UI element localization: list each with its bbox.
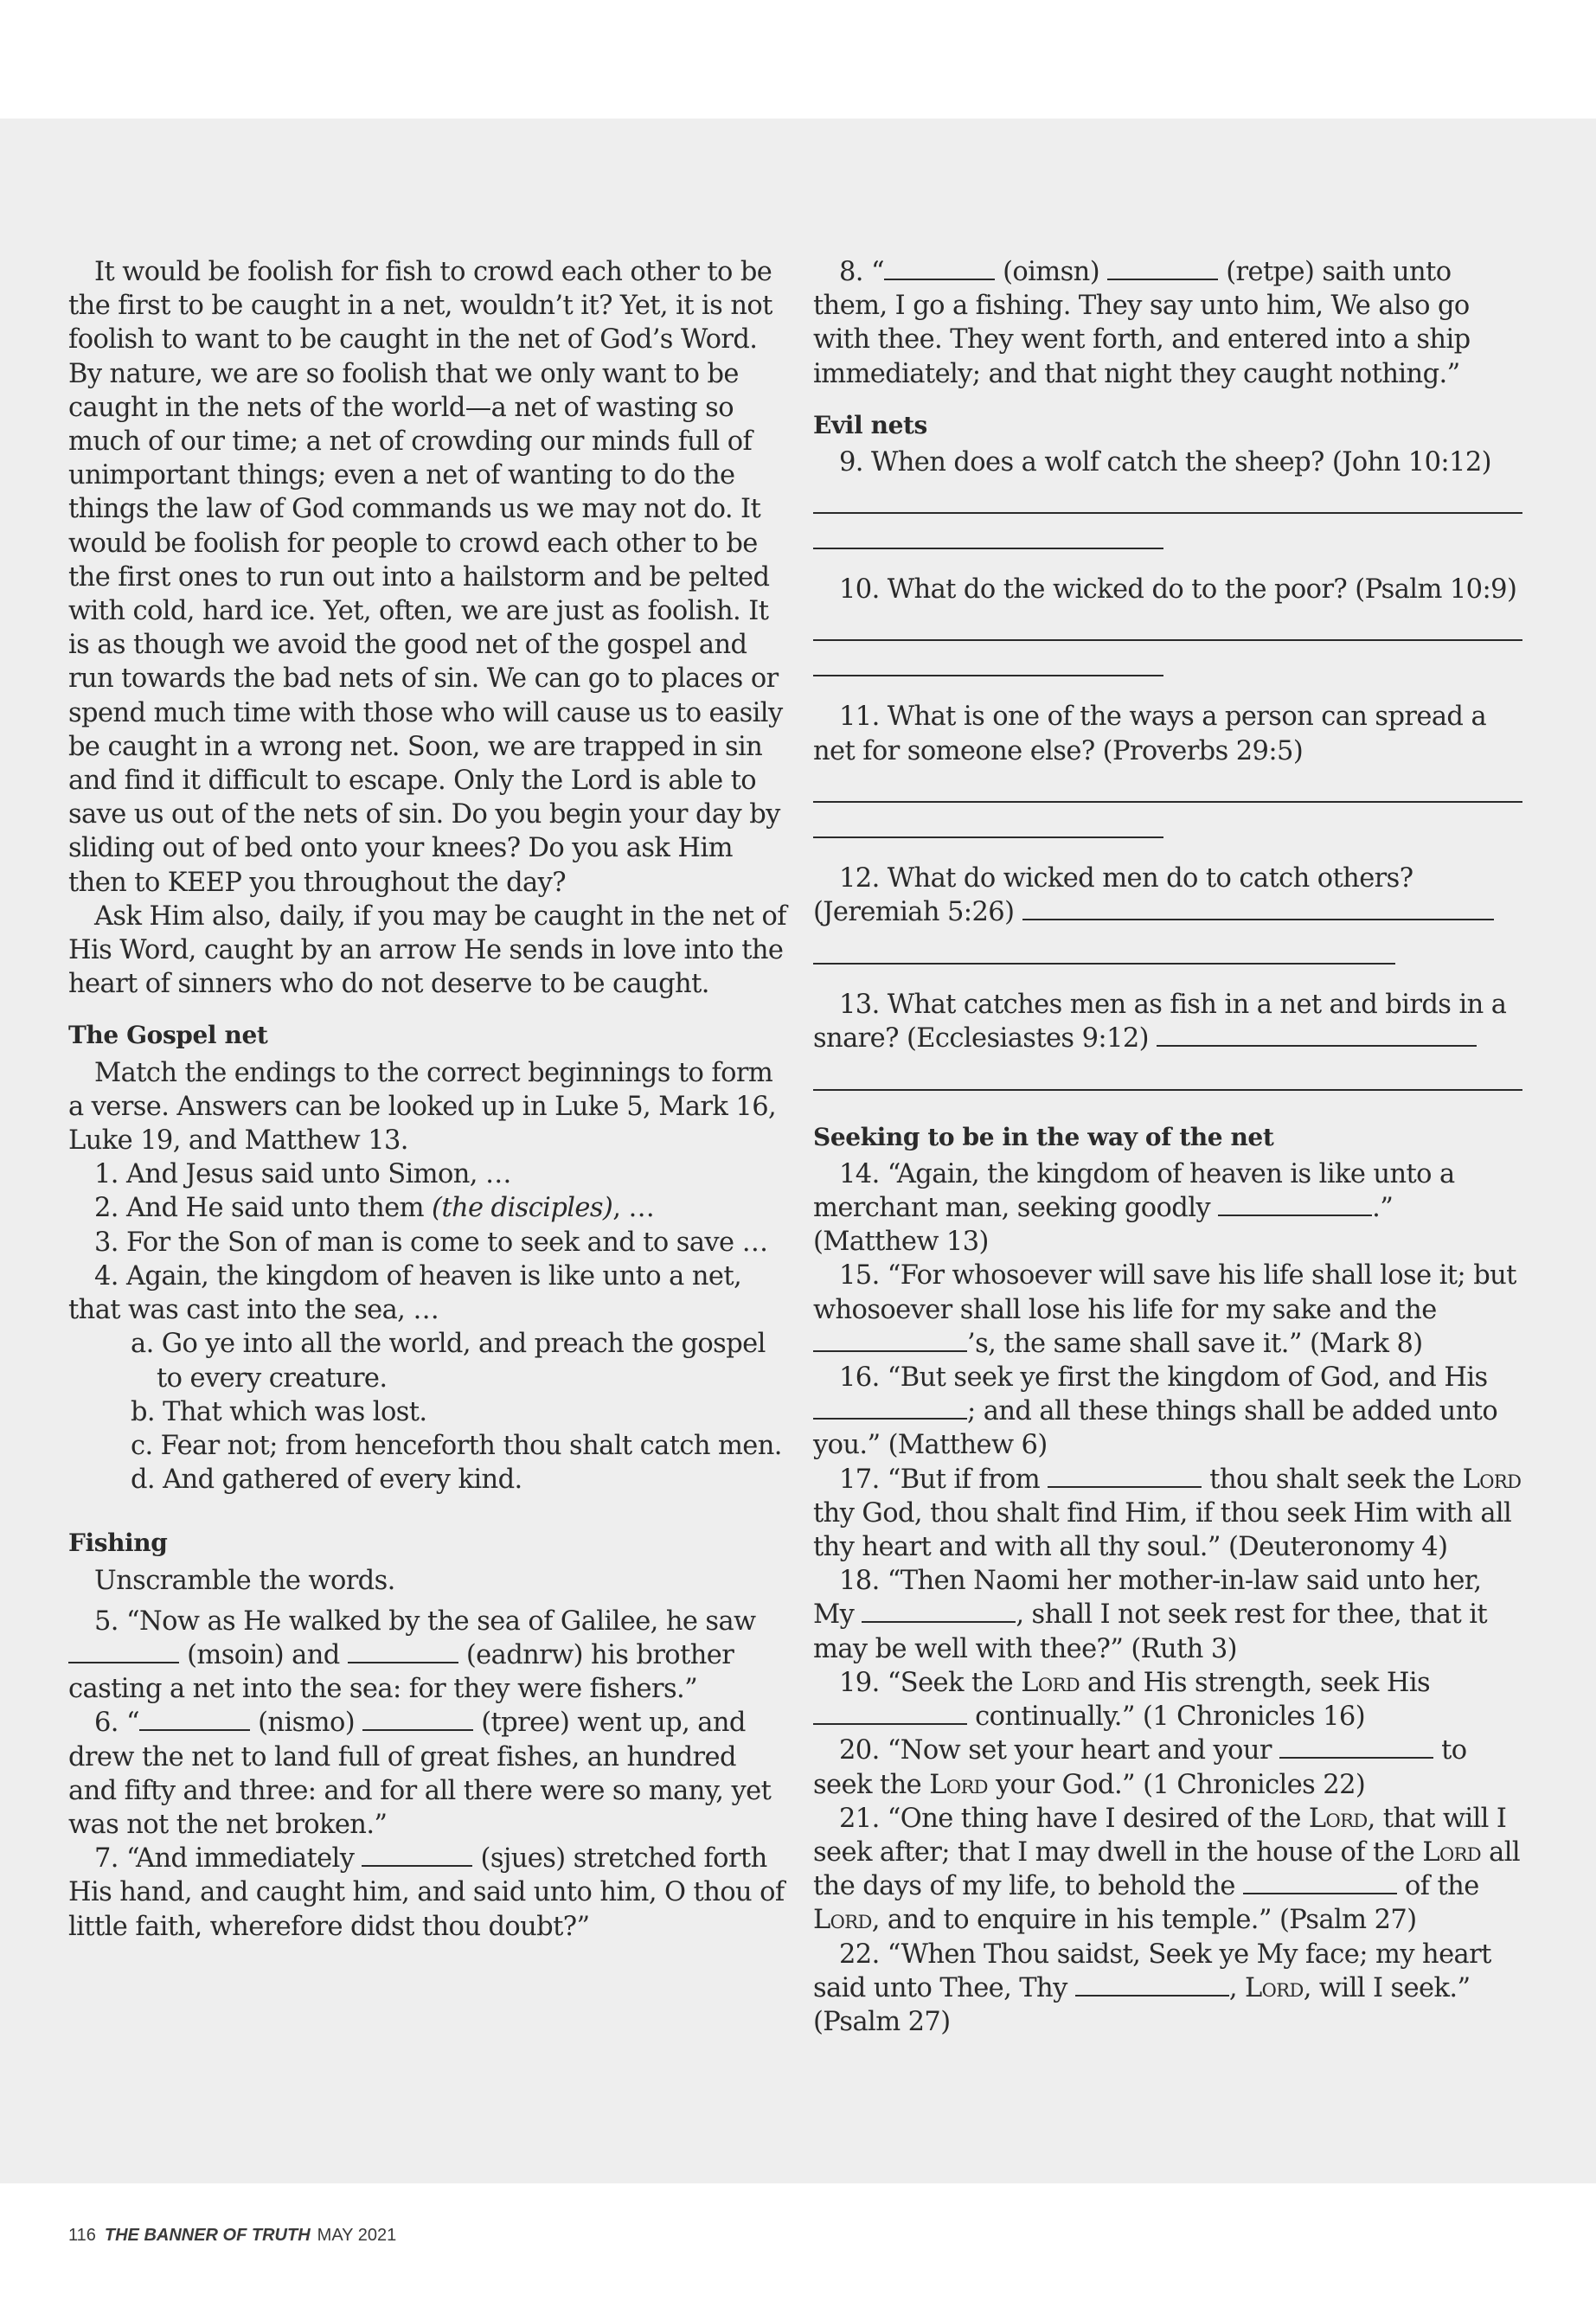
evil-nets-heading: Evil nets: [813, 410, 927, 439]
gospel-ending-b: b. That which was lost.: [131, 1396, 427, 1427]
page-number: 116: [68, 2226, 96, 2245]
gospel-question-2: 2. And He said unto them (the disciples), …: [94, 1193, 655, 1224]
fishing-heading: Fishing: [68, 1529, 168, 1558]
evil-question-11: 11. What is one of the ways a person can spread a net for someone else? (Proverbs 29:5): [813, 702, 1487, 766]
answer-blank[interactable]: [1243, 1870, 1397, 1894]
answer-blank[interactable]: [348, 1639, 458, 1663]
gospel-ending-d: d. And gathered of every kind.: [131, 1465, 522, 1496]
answer-blank[interactable]: [813, 1395, 967, 1420]
gospel-ending-a: a. Go ye into all the world, and preach the gospel to every creature.: [131, 1329, 766, 1394]
answer-blank[interactable]: [1075, 1972, 1229, 1997]
evil-question-12: 12. What do wicked men do to catch others? (Jeremiah 5:26): [813, 862, 1522, 929]
answer-blank[interactable]: [68, 1639, 179, 1663]
seeking-heading: Seeking to be in the way of the net: [813, 1122, 1274, 1151]
answer-blank[interactable]: [1279, 1734, 1433, 1759]
answer-blank[interactable]: [1022, 896, 1494, 920]
seeking-question-21: 21. “One thing have I desired of the Lord, that will I seek after; that I may dwell in the house of the Lord all the days of my life, to behold the of the Lord, and to enquire in his temple.” (Psalm 27): [813, 1803, 1521, 1936]
answer-blank[interactable]: [139, 1707, 250, 1731]
seeking-question-14: 14. “Again, the kingdom of heaven is like unto a merchant man, seeking goodly .” (Matthew 13): [813, 1158, 1455, 1258]
answer-line[interactable]: [813, 768, 1522, 803]
evil-question-9: 9. When does a wolf catch the sheep? (John 10:12): [839, 447, 1491, 478]
seeking-question-16: 16. “But seek ye first the kingdom of God, and His ; and all these things shall be added unto you.” (Matthew 6): [813, 1362, 1498, 1461]
answer-line[interactable]: [813, 479, 1522, 514]
seeking-question-15: 15. “For whosoever will save his life shall lose it; but whosoever shall lose his life for my sake and the ’s, the same shall save it.” (Mark 8): [813, 1260, 1516, 1359]
fishing-question-7: 7. “And immediately (sjues) stretched forth His hand, and caught him, and said unto him, O thou of little faith, wherefore didst thou doubt?”: [68, 1843, 785, 1942]
left-column: [68, 255, 786, 1944]
answer-line[interactable]: [813, 606, 1522, 641]
evil-question-13: 13. What catches men as fish in a net and birds in a snare? (Ecclesiastes 9:12): [813, 990, 1507, 1054]
answer-blank[interactable]: [1107, 256, 1218, 280]
right-column: [813, 255, 1522, 2039]
answer-line[interactable]: [813, 514, 1163, 549]
magazine-title: THE BANNER OF TRUTH: [104, 2226, 311, 2245]
gospel-question-4: 4. Again, the kingdom of heaven is like unto a net, that was cast into the sea, …: [68, 1260, 742, 1326]
answer-blank[interactable]: [362, 1843, 472, 1867]
intro-paragraph-1: It would be foolish for fish to crowd each other to be the first to be caught in a net, wouldn’t it? Yet, it is not foolish to want to be caught in the net of God’s Word. By nature, we are so foolish that we only want to be caught in the nets of the world—a net of wasting so much of our time; a net of crowding our minds full of unimportant things; even a net of wanting to do the things the law of God commands us we may not do. It would be foolish for people to crowd each other to be the first ones to run out into a hailstorm and be pelted with cold, hard ice. Yet, often, we are just as foolish. It is as though we avoid the good net of the gospel and run towards the bad nets of sin. We can go to places or spend much time with those who will cause us to easily be caught in a wrong net. Soon, we are trapped in sin and find it difficult to escape. Only the Lord is able to save us out of the nets of sin. Do you begin your day by sliding out of bed onto your knees? Do you ask Him then to KEEP you throughout the day?: [68, 257, 783, 898]
gospel-question-1: 1. And Jesus said unto Simon, …: [94, 1159, 511, 1190]
page-background: [0, 119, 1596, 2245]
answer-blank[interactable]: [1157, 1022, 1477, 1047]
answer-blank[interactable]: [1048, 1464, 1202, 1488]
seeking-question-22: 22. “When Thou saidst, Seek ye My face; my heart said unto Thee, Thy , Lord, will I seek.” (Psalm 27): [813, 1939, 1491, 2037]
fishing-question-8: 8. “ (oimsn) (retpe) saith unto them, I go a fishing. They say unto him, We also go with thee. They went forth, and entered into a ship immediately; and that night they caught nothing.”: [813, 257, 1471, 389]
intro-paragraph-2: Ask Him also, daily, if you may be caught in the net of His Word, caught by an arrow He sends in love into the heart of sinners who do not deserve to be caught.: [68, 901, 786, 1000]
answer-blank[interactable]: [884, 256, 995, 280]
gospel-instructions: Match the endings to the correct beginnings to form a verse. Answers can be looked up in Luke 5, Mark 16, Luke 19, and Matthew 13.: [68, 1057, 777, 1157]
seeking-question-18: 18. “Then Naomi her mother-in-law said unto her, My , shall I not seek rest for thee, that it may be well with thee?” (Ruth 3): [813, 1566, 1488, 1664]
answer-line[interactable]: [813, 641, 1163, 676]
gospel-question-3: 3. For the Son of man is come to seek and to save …: [94, 1227, 768, 1258]
answer-blank[interactable]: [813, 1328, 967, 1352]
gospel-net-heading: The Gospel net: [68, 1021, 268, 1050]
answer-blank[interactable]: [813, 1701, 967, 1725]
answer-line[interactable]: [813, 929, 1395, 965]
seeking-question-17: 17. “But if from thou shalt seek the Lord thy God, thou shalt find Him, if thou seek Him with all thy heart and with all thy soul.” (Deuteronomy 4): [813, 1464, 1522, 1563]
issue-date: MAY 2021: [317, 2226, 397, 2245]
fishing-question-6: 6. “ (nismo) (tpree) went up, and drew the net to land full of great fishes, an hundred and fifty and three: and for all there were so many, yet was not the net broken.”: [68, 1708, 772, 1840]
answer-blank[interactable]: [862, 1599, 1016, 1623]
seeking-question-20: 20. “Now set your heart and your to seek the Lord your God.” (1 Chronicles 22): [813, 1735, 1467, 1800]
page-footer: [68, 2226, 396, 2246]
answer-blank[interactable]: [1218, 1192, 1372, 1216]
fishing-question-5: 5. “Now as He walked by the sea of Galilee, he saw (msoin) and (eadnrw) his brother casting a net into the sea: for they were fishers.”: [68, 1606, 756, 1705]
answer-line[interactable]: [813, 1056, 1522, 1091]
evil-question-10: 10. What do the wicked do to the poor? (Psalm 10:9): [839, 574, 1517, 606]
seeking-question-19: 19. “Seek the Lord and His strength, seek His continually.” (1 Chronicles 16): [813, 1666, 1522, 1734]
answer-line[interactable]: [813, 803, 1163, 838]
answer-blank[interactable]: [362, 1707, 473, 1731]
gospel-ending-c: c. Fear not; from henceforth thou shalt catch men.: [131, 1430, 782, 1461]
fishing-instructions: Unscramble the words.: [94, 1565, 395, 1596]
